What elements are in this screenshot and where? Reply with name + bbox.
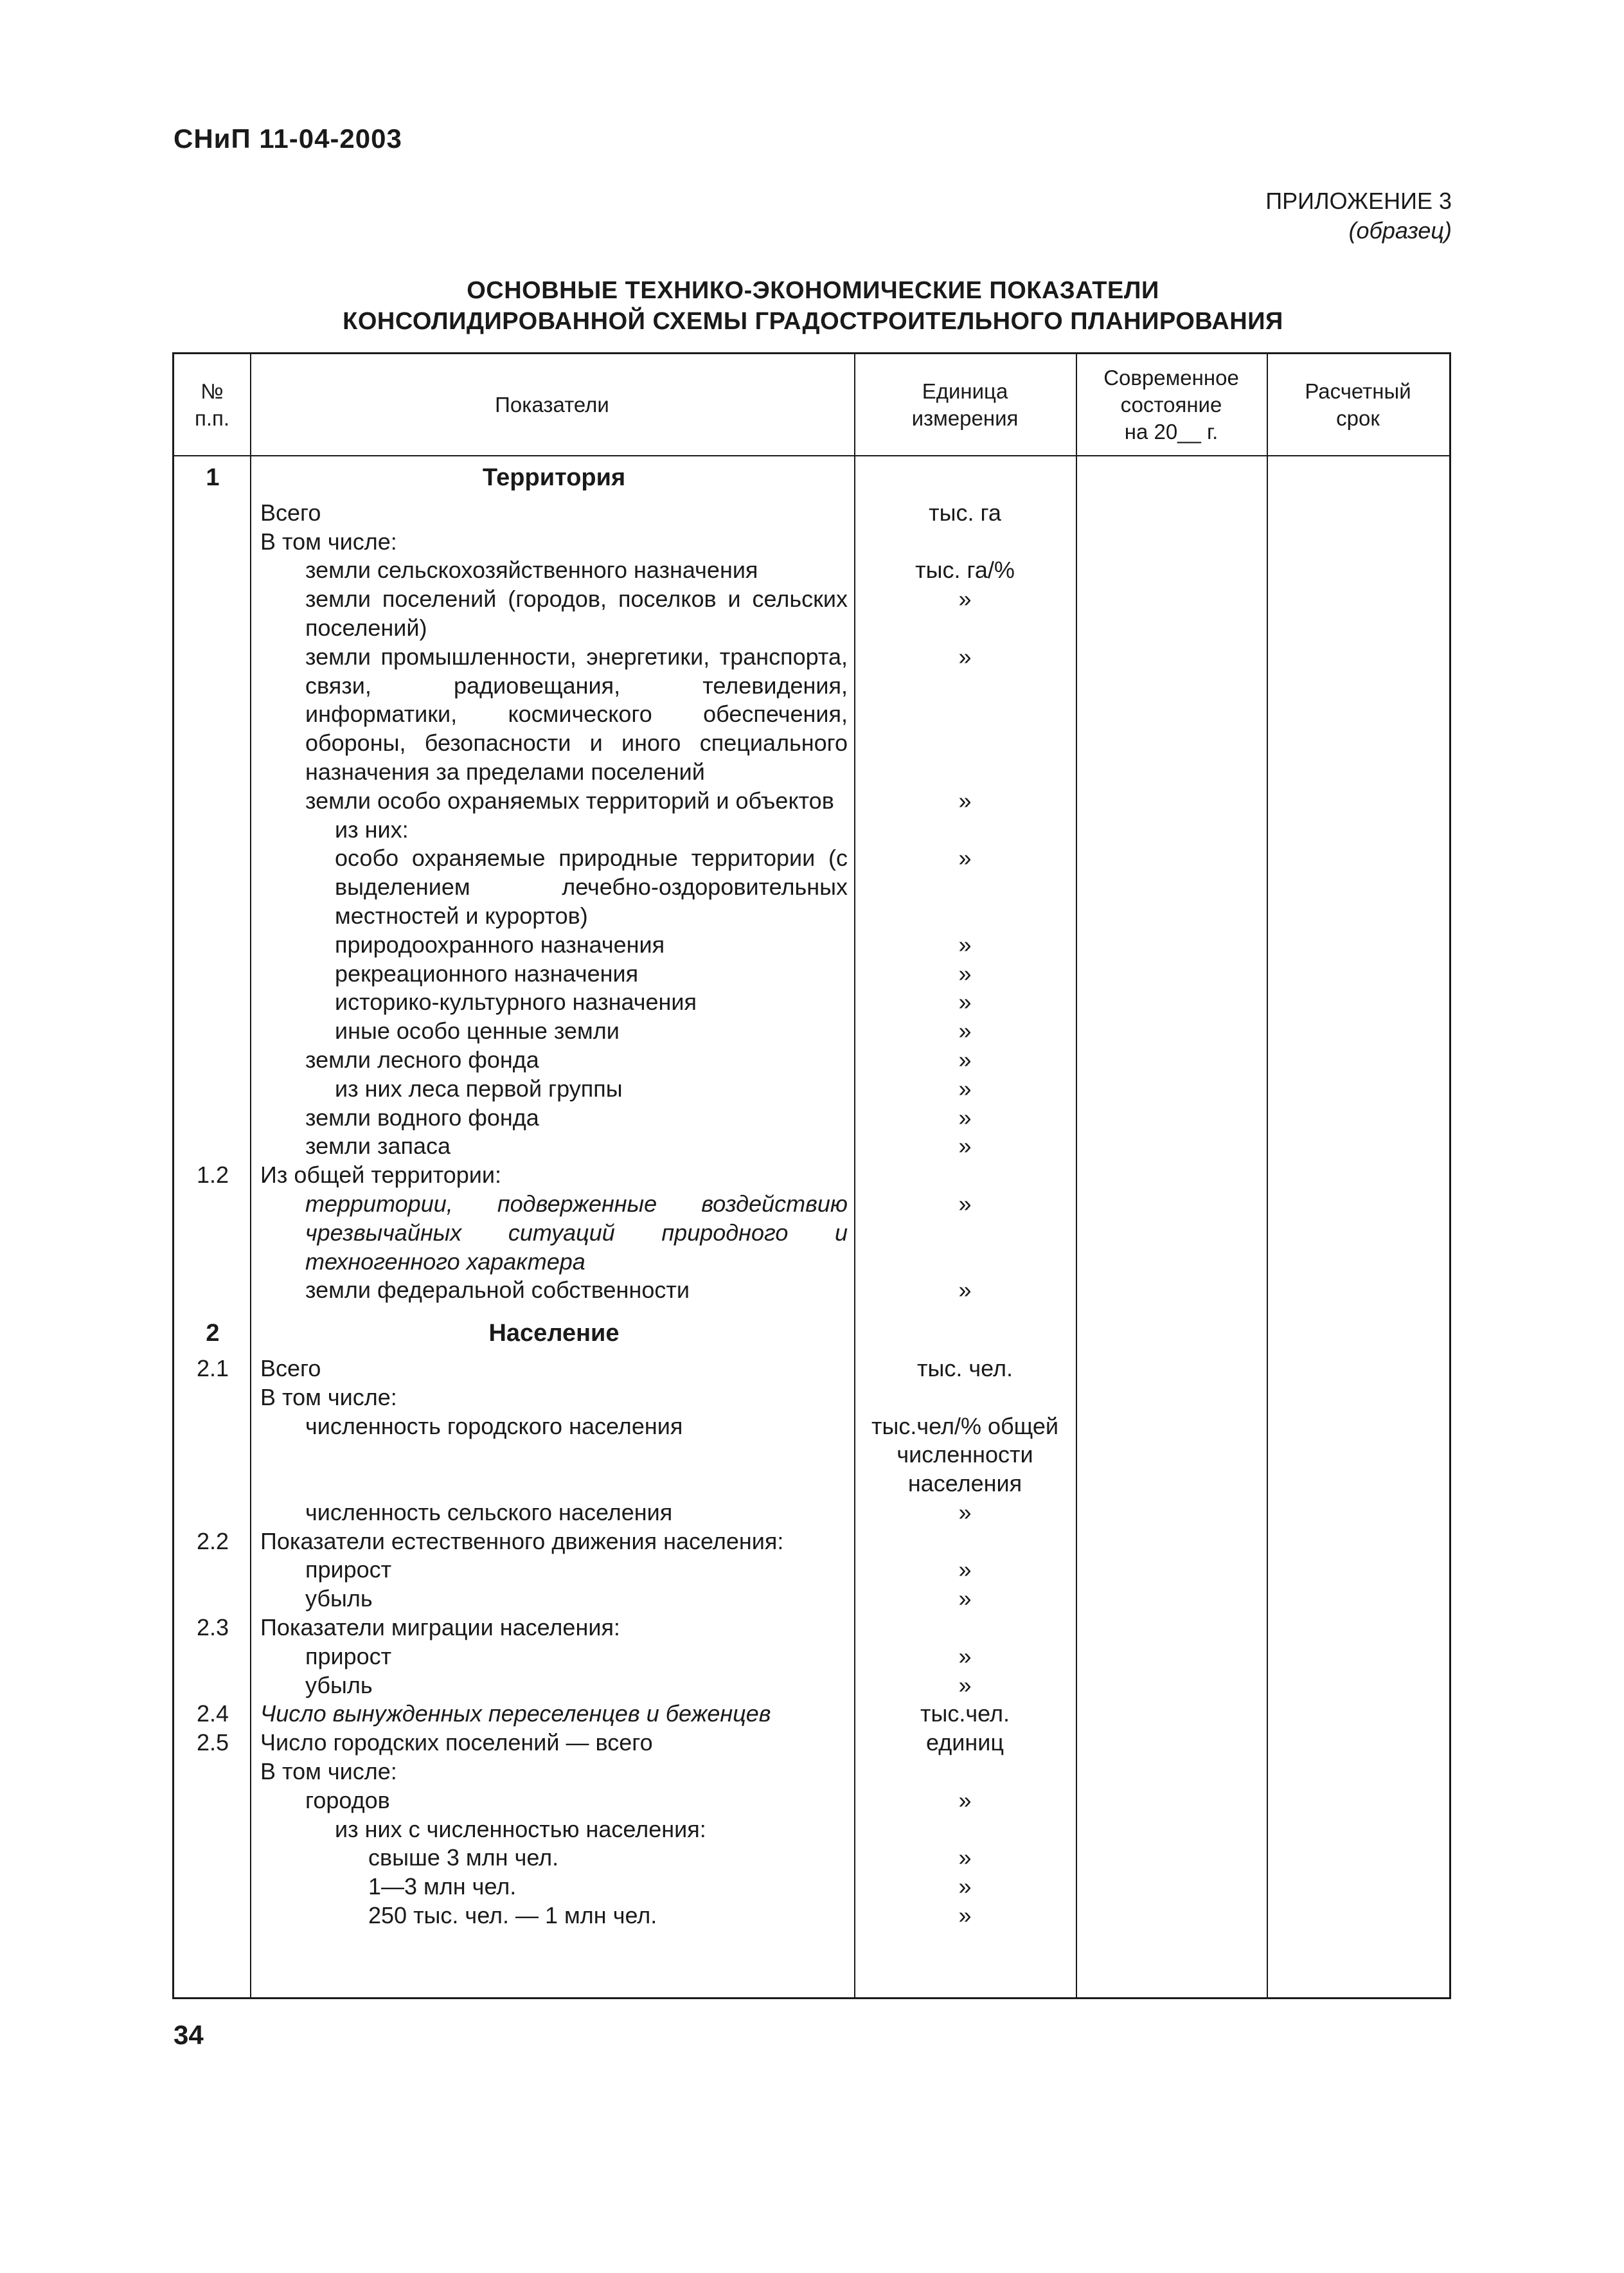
row-number — [174, 1901, 251, 1930]
row-unit: » — [958, 1844, 972, 1871]
table-row — [174, 585, 1449, 643]
row-indicator: из них: — [335, 816, 409, 843]
table-row — [174, 1046, 1449, 1075]
row-number — [174, 1815, 251, 1844]
row-number — [174, 1873, 251, 1901]
row-number — [174, 844, 251, 930]
row-indicator: историко-культурного назначения — [335, 989, 697, 1016]
row-unit: единиц — [926, 1729, 1004, 1756]
row-indicator: земли лесного фонда — [305, 1046, 539, 1073]
table-row — [174, 528, 1449, 557]
row-unit: » — [958, 1585, 972, 1612]
row-number — [174, 1786, 251, 1815]
row-unit: » — [958, 1190, 972, 1217]
row-indicator: особо охраняемые природные территории (с выделением лечебно-оздоровительных местностей и курортов) — [335, 845, 848, 929]
row-unit: » — [958, 1786, 972, 1813]
row-number — [174, 931, 251, 960]
row-unit: » — [958, 1277, 972, 1304]
row-unit: тыс. га/% — [915, 557, 1015, 584]
row-indicator: земли водного фонда — [305, 1104, 539, 1131]
row-indicator: прирост — [305, 1556, 392, 1583]
row-number: 2.3 — [196, 1614, 229, 1641]
row-number — [174, 1412, 251, 1498]
table-row — [174, 931, 1449, 960]
row-indicator: природоохранного назначения — [335, 931, 665, 958]
row-indicator: земли сельскохозяйственного назначения — [305, 557, 758, 584]
row-indicator: иные особо ценные земли — [335, 1018, 620, 1045]
row-indicator: убыль — [305, 1671, 373, 1698]
row-number — [174, 1104, 251, 1133]
row-unit: » — [958, 1556, 972, 1583]
row-number — [174, 1498, 251, 1527]
table-row — [174, 556, 1449, 585]
row-unit — [854, 1161, 1076, 1190]
header-unit — [854, 354, 1076, 455]
table-row — [174, 816, 1449, 845]
row-indicator: 250 тыс. чел. — 1 млн чел. — [368, 1902, 657, 1929]
row-unit: тыс. чел. — [917, 1354, 1013, 1381]
header-target-line: срок — [1336, 406, 1380, 430]
row-number: 2.1 — [196, 1354, 229, 1381]
row-unit: » — [958, 845, 972, 872]
row-indicator: Из общей территории: — [260, 1162, 501, 1189]
row-indicator: Число вынужденных переселенцев и беженцев — [260, 1700, 771, 1727]
table-row — [174, 1613, 1449, 1642]
document-code: СНиП 11-04-2003 — [174, 123, 402, 154]
row-number — [174, 1276, 251, 1305]
row-number: 2.2 — [196, 1527, 229, 1554]
row-indicator: из них леса первой группы — [335, 1075, 623, 1102]
row-unit: » — [958, 1873, 972, 1900]
row-indicator: Всего — [260, 499, 321, 526]
row-indicator: прирост — [305, 1642, 392, 1669]
row-indicator: Показатели естественного движения населения: — [260, 1527, 784, 1554]
row-unit: » — [958, 1498, 972, 1525]
header-indicators — [250, 354, 854, 455]
table-row — [174, 1757, 1449, 1786]
row-number — [174, 960, 251, 989]
row-indicator: земли поселений (городов, поселков и сельских поселений) — [305, 586, 848, 641]
row-indicator: В том числе: — [260, 528, 397, 555]
title-line-2: КОНСОЛИДИРОВАННОЙ СХЕМЫ ГРАДОСТРОИТЕЛЬНОГО ПЛАНИРОВАНИЯ — [343, 308, 1283, 335]
row-unit: » — [958, 1642, 972, 1669]
table-row — [174, 1642, 1449, 1671]
row-number — [174, 499, 251, 528]
table-row — [174, 844, 1449, 930]
table-row — [174, 1585, 1449, 1613]
row-number: 2.5 — [196, 1729, 229, 1756]
table-row — [174, 1786, 1449, 1815]
header-target-line: Расчетный — [1305, 379, 1411, 403]
row-unit — [854, 1613, 1076, 1642]
row-indicator: рекреационного назначения — [335, 960, 639, 987]
row-indicator: убыль — [305, 1585, 373, 1612]
appendix-label — [1265, 186, 1452, 246]
table-row — [174, 1104, 1449, 1133]
row-unit: » — [958, 1671, 972, 1698]
row-indicator: из них с численностью населения: — [335, 1815, 706, 1842]
row-unit: » — [958, 1046, 972, 1073]
page-number: 34 — [174, 2020, 204, 2050]
section-row — [174, 1319, 1449, 1354]
table-row — [174, 1700, 1449, 1729]
row-indicator: 1—3 млн чел. — [368, 1873, 517, 1900]
table-row — [174, 1276, 1449, 1305]
row-unit: » — [958, 1018, 972, 1045]
row-number — [174, 1017, 251, 1046]
row-unit: » — [958, 1133, 972, 1160]
header-current-line: Современное — [1103, 365, 1239, 390]
row-number: 1 — [206, 464, 220, 491]
row-indicator: численность сельского населения — [305, 1498, 673, 1525]
table-row — [174, 499, 1449, 528]
row-indicator: земли промышленности, энергетики, транспорта, связи, радиовещания, телевидения, информатики, космического обеспечения, обороны, безопасности и иного специального назначения за пределами поселений — [305, 643, 848, 785]
row-unit — [854, 1383, 1076, 1412]
table-row — [174, 960, 1449, 989]
row-unit — [854, 1757, 1076, 1786]
page-title — [174, 275, 1452, 337]
row-indicator: Всего — [260, 1354, 321, 1381]
row-number — [174, 1132, 251, 1161]
row-unit: тыс. га — [929, 499, 1001, 526]
table-row — [174, 1844, 1449, 1873]
table-row — [174, 1412, 1449, 1498]
table-row — [174, 1383, 1449, 1412]
section-row — [174, 463, 1449, 499]
row-unit — [854, 1527, 1076, 1556]
header-num — [174, 354, 250, 455]
row-number — [174, 1642, 251, 1671]
row-unit: » — [958, 1902, 972, 1929]
row-number: 2.4 — [196, 1700, 229, 1727]
indicators-table — [172, 352, 1451, 1999]
table-row — [174, 643, 1449, 787]
row-number — [174, 528, 251, 557]
header-current-state — [1076, 354, 1267, 455]
table-row — [174, 1815, 1449, 1844]
row-number — [174, 556, 251, 585]
row-unit: » — [958, 931, 972, 958]
table-row — [174, 1354, 1449, 1383]
header-current-line: состояние — [1120, 392, 1222, 417]
table-row — [174, 1527, 1449, 1556]
row-indicator: свыше 3 млн чел. — [368, 1844, 559, 1871]
row-unit — [854, 463, 1076, 492]
row-unit: » — [958, 787, 972, 814]
row-indicator: территории, подверженные воздействию чрезвычайных ситуаций природного и техногенного характера — [305, 1190, 848, 1275]
row-number — [174, 1556, 251, 1585]
row-unit: » — [958, 586, 972, 613]
header-unit-line: измерения — [911, 406, 1019, 430]
header-indicators-text: Показатели — [495, 392, 609, 417]
table-body — [174, 463, 1449, 1930]
row-indicator: Число городских поселений — всего — [260, 1729, 653, 1756]
header-current-line: на 20__ г. — [1124, 419, 1218, 444]
table-row — [174, 1017, 1449, 1046]
row-number — [174, 1757, 251, 1786]
header-divider — [174, 455, 1449, 456]
table-row — [174, 1873, 1449, 1901]
table-row — [174, 1075, 1449, 1104]
row-number — [174, 1844, 251, 1873]
table-row — [174, 1132, 1449, 1161]
row-unit: » — [958, 960, 972, 987]
row-indicator: В том числе: — [260, 1383, 397, 1410]
row-unit — [854, 528, 1076, 557]
header-target-term — [1267, 354, 1449, 455]
row-number — [174, 1075, 251, 1104]
row-number — [174, 816, 251, 845]
row-number — [174, 1046, 251, 1075]
table-row — [174, 1901, 1449, 1930]
row-number: 2 — [206, 1320, 220, 1347]
row-indicator: Территория — [482, 464, 626, 491]
row-unit: тыс.чел/% общей численности населения — [871, 1412, 1058, 1497]
row-indicator: Показатели миграции населения: — [260, 1614, 620, 1641]
row-indicator: В том числе: — [260, 1758, 397, 1785]
row-number — [174, 1585, 251, 1613]
row-indicator: численность городского населения — [305, 1412, 683, 1439]
title-line-1: ОСНОВНЫЕ ТЕХНИКО-ЭКОНОМИЧЕСКИЕ ПОКАЗАТЕЛИ — [467, 277, 1159, 304]
row-number — [174, 1190, 251, 1276]
table-row — [174, 787, 1449, 816]
row-indicator: Население — [488, 1320, 620, 1347]
row-number — [174, 643, 251, 787]
table-row — [174, 1161, 1449, 1190]
row-unit — [854, 1319, 1076, 1348]
row-unit: » — [958, 1104, 972, 1131]
table-row — [174, 1498, 1449, 1527]
table-row — [174, 1671, 1449, 1700]
row-number — [174, 1671, 251, 1700]
table-row — [174, 1190, 1449, 1276]
row-number — [174, 787, 251, 816]
row-number — [174, 585, 251, 643]
row-indicator: земли федеральной собственности — [305, 1277, 690, 1304]
row-unit: » — [958, 1075, 972, 1102]
row-indicator: городов — [305, 1786, 390, 1813]
header-num-line: п.п. — [194, 406, 230, 430]
row-number — [174, 1383, 251, 1412]
row-unit — [854, 1815, 1076, 1844]
appendix-title: ПРИЛОЖЕНИЕ 3 — [1265, 188, 1452, 214]
row-unit: тыс.чел. — [920, 1700, 1010, 1727]
table-row — [174, 1729, 1449, 1757]
appendix-note: (образец) — [1348, 217, 1452, 244]
row-unit: » — [958, 989, 972, 1016]
row-unit — [854, 816, 1076, 845]
row-number — [174, 988, 251, 1017]
row-unit: » — [958, 643, 972, 670]
row-indicator: земли запаса — [305, 1133, 451, 1160]
header-num-line: № — [201, 379, 224, 403]
table-row — [174, 1556, 1449, 1585]
row-indicator: земли особо охраняемых территорий и объектов — [305, 787, 834, 814]
header-unit-line: Единица — [922, 379, 1008, 403]
row-number: 1.2 — [196, 1162, 229, 1189]
table-row — [174, 988, 1449, 1017]
